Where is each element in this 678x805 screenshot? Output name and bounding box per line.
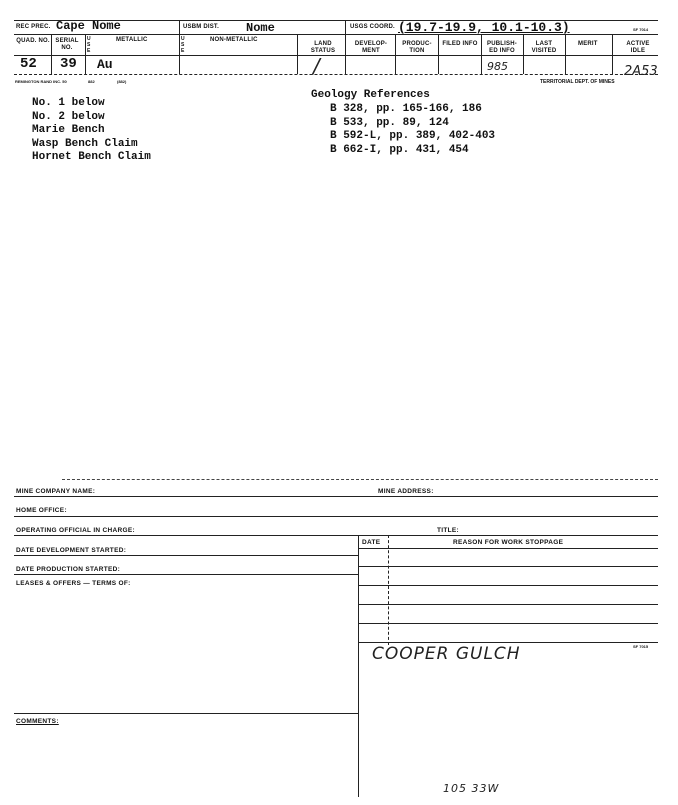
- col-development: DEVELOP-MENT: [354, 41, 388, 54]
- rec-prec-value: Cape Nome: [56, 19, 121, 33]
- land-status-mark: /: [313, 54, 320, 78]
- col-use-nonmetallic: U S E: [181, 36, 185, 54]
- claim-item: Hornet Bench Claim: [32, 151, 151, 163]
- data-row-bottom: [14, 74, 658, 75]
- geology-ref: B 328, pp. 165-166, 186: [330, 103, 482, 115]
- col-use-metallic: U S E: [87, 36, 91, 54]
- usbm-dist-label: USBM DIST.: [183, 24, 220, 30]
- claims-list: [32, 97, 151, 165]
- col-filed-info: FILED INFO: [442, 41, 478, 47]
- home-office-label: HOME OFFICE:: [16, 507, 67, 514]
- reason-column-label: REASON FOR WORK STOPPAGE: [453, 539, 564, 546]
- line-comments-top: [14, 713, 358, 714]
- claim-item: No. 1 below: [32, 97, 105, 109]
- divider-usgs: [345, 20, 346, 74]
- divider-merit: [565, 34, 566, 74]
- line-reason-header: [358, 548, 658, 549]
- divider-usbm: [179, 20, 180, 74]
- title-label: TITLE:: [437, 527, 460, 534]
- col-serial-no: SERIAL NO.: [55, 38, 79, 51]
- usgs-coord-label: USGS COORD.: [350, 24, 395, 30]
- serial-value: 39: [60, 56, 77, 72]
- line-reason-1: [358, 566, 658, 567]
- col-land-status: LAND STATUS: [310, 41, 336, 54]
- geology-refs: [330, 103, 495, 157]
- date-prod-label: DATE PRODUCTION STARTED:: [16, 566, 121, 573]
- divider-filed: [438, 34, 439, 74]
- line-date-prod: [14, 574, 358, 575]
- territorial-dept: TERRITORIAL DEPT. OF MINES: [540, 79, 615, 85]
- geology-ref: B 592-L, pp. 389, 402-403: [330, 130, 496, 142]
- lower-top-border: [62, 479, 658, 480]
- line-mine-company: [14, 496, 658, 497]
- lower-center-divider: [358, 535, 359, 797]
- imprint-code-paren: (882): [117, 79, 127, 84]
- line-reason-2: [358, 585, 658, 586]
- col-published-info: PUBLISH-ED INFO: [487, 41, 517, 54]
- col-last-visited: LAST VISITED: [531, 41, 557, 54]
- form-number-top: SF 7014: [633, 27, 649, 32]
- handwritten-location: COOPER GULCH: [372, 644, 521, 664]
- usbm-dist-value: Nome: [246, 21, 275, 35]
- line-reason-3: [358, 604, 658, 605]
- comments-label: COMMENTS:: [16, 718, 59, 725]
- claim-item: Marie Bench: [32, 124, 105, 136]
- divider-active: [612, 34, 613, 74]
- divider-production: [395, 34, 396, 74]
- mine-company-label: MINE COMPANY NAME:: [16, 488, 96, 495]
- date-dev-label: DATE DEVELOPMENT STARTED:: [16, 547, 127, 554]
- line-home-office: [14, 516, 658, 517]
- active-idle-value: 2A53: [624, 64, 658, 79]
- col-metallic: METALLIC: [116, 37, 148, 43]
- usgs-coord-value: (19.7-19.9, 10.1-10.3): [398, 20, 570, 35]
- col-active-idle: ACTIVE IDLE: [626, 41, 650, 54]
- line-operating-official: [14, 535, 658, 536]
- rec-prec-label: REC PREC.: [16, 24, 51, 30]
- divider-land: [297, 34, 298, 74]
- line-reason-5: [358, 642, 658, 643]
- imprint-code: 882: [88, 79, 95, 84]
- col-non-metallic: NON-METALLIC: [210, 37, 258, 43]
- printer-imprint: REMINGTON RAND INC. 50: [15, 79, 67, 84]
- leases-label: LEASES & OFFERS — TERMS OF:: [16, 580, 131, 587]
- handwritten-code: 105 33W: [443, 782, 500, 795]
- col-quad-no: QUAD. NO.: [16, 38, 50, 44]
- operating-official-label: OPERATING OFFICIAL IN CHARGE:: [16, 527, 135, 534]
- geology-ref: B 662-I, pp. 431, 454: [330, 143, 469, 156]
- divider-published: [481, 34, 482, 74]
- quad-value: 52: [20, 56, 37, 72]
- date-column-divider: [388, 535, 389, 645]
- column-header-bottom: [14, 55, 658, 56]
- metallic-value: Au: [97, 57, 113, 72]
- line-date-dev: [14, 555, 358, 556]
- published-value: 985: [487, 60, 508, 73]
- divider-metallic: [85, 34, 86, 74]
- divider-last: [523, 34, 524, 74]
- claim-item: No. 2 below: [32, 110, 105, 123]
- date-column-label: DATE: [362, 539, 381, 546]
- line-reason-4: [358, 623, 658, 624]
- geology-ref: B 533, pp. 89, 124: [330, 116, 449, 129]
- form-number-bottom: SF 7015: [633, 644, 649, 649]
- claim-item: Wasp Bench Claim: [32, 137, 138, 150]
- col-merit: MERIT: [578, 41, 598, 47]
- geology-title: Geology References: [311, 89, 430, 101]
- col-production: PRODUC-TION: [402, 41, 432, 54]
- mine-address-label: MINE ADDRESS:: [378, 488, 434, 495]
